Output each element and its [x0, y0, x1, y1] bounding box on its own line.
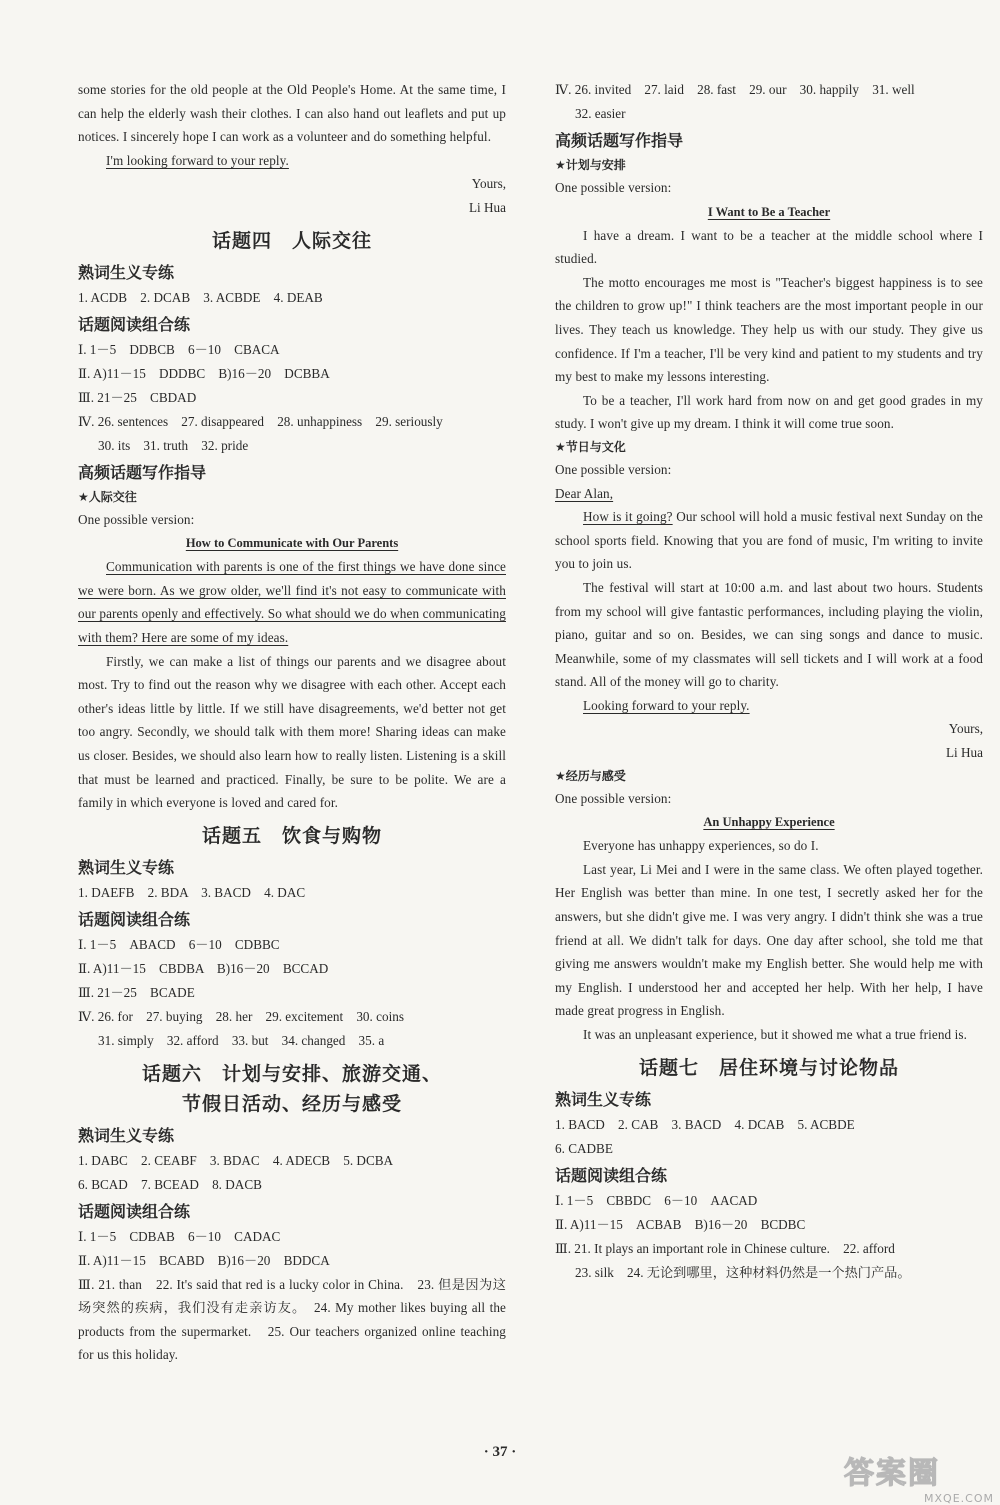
topic-4-heading: 话题四 人际交往 [211, 229, 372, 252]
t5-reading-heading: 话题阅读组合练 [78, 909, 191, 929]
t6-reading-1: Ⅰ. 1－5 CDBAB 6－10 CADAC [78, 1228, 281, 1244]
t7-reading-3: Ⅲ. 21. It plays an important role in Chinese culture. 22. afford [555, 1240, 895, 1256]
signature-name-2: Li Hua [946, 745, 983, 761]
topic-6-heading-line-2: 节假日活动、经历与感受 [181, 1092, 402, 1115]
t4-reading-1: Ⅰ. 1－5 DDBCB 6－10 CBACA [78, 341, 280, 357]
version-label-2: One possible version: [555, 461, 672, 477]
watermark-zh: 答案圈 [844, 1456, 940, 1491]
topic-5-heading: 话题五 饮食与购物 [201, 824, 382, 847]
t4-version-label: One possible version: [78, 511, 195, 527]
topic-7-heading: 话题七 居住环境与讨论物品 [638, 1056, 899, 1079]
teacher-para-1: I have a dream. I want to be a teacher at the middle school where I studied. [555, 227, 983, 267]
letter-closing-line: I'm looking forward to your reply. [106, 152, 289, 168]
letter-salutation: Dear Alan, [555, 485, 614, 501]
essay-title-experience: An Unhappy Experience [703, 815, 835, 830]
t4-reading-4: Ⅳ. 26. sentences 27. disappeared 28. unhappiness 29. seriously [78, 413, 443, 429]
t4-writing-heading: 高频话题写作指导 [78, 462, 207, 482]
watermark-logo [844, 1448, 994, 1505]
signature-yours-2: Yours, [948, 721, 983, 737]
festival-para-1-text: Our school will hold a music festival next Sunday on the school sports field. Knowing that you are fond of music, I'm writing to invite you to join us. [555, 509, 983, 572]
version-label-3: One possible version: [555, 790, 672, 806]
t5-vocab-heading: 熟词生义专练 [78, 857, 175, 877]
t6-reading-2: Ⅱ. A)11－15 BCABD B)16－20 BDDCA [78, 1252, 330, 1268]
t4-essay-title: How to Communicate with Our Parents [185, 536, 399, 551]
t5-reading-2: Ⅱ. A)11－15 CBDBA B)16－20 BCCAD [78, 960, 329, 976]
teacher-para-3: To be a teacher, I'll work hard from now on and get good grades in my study. I won't give up my dream. I think it will come true soon. [555, 392, 983, 432]
page-number: · 37 · [483, 1444, 517, 1460]
t4-essay-para-1: Communication with parents is one of the first things we have done since we were born. As we grow older, we'll find it's not easy to communicate with our parents openly and effectively. So what should we do when communicating with them? Here are some of my ideas. [78, 559, 506, 645]
teacher-para-2: The motto encourages me most is "Teacher's biggest happiness is to see the children to grow up!" I think teachers are the most important people in our lives. They teach us knowledge. They help us with our study. They give us confidence. If I'm a teacher, I'll be very kind and patient to my students and try my best to make my lessons interesting. [555, 274, 983, 385]
festival-para-1 [555, 505, 983, 576]
t4-reading-5: 30. its 31. truth 32. pride [98, 437, 249, 453]
t7-vocab-answers-2: 6. CADBE [555, 1140, 613, 1156]
t4-vocab-answers: 1. ACDB 2. DCAB 3. ACBDE 4. DEAB [78, 289, 323, 305]
t4-essay-para-2: Firstly, we can make a list of things our parents and we disagree about most. Try to find out the reason why we disagree with each other. Accept each other's ideas little by little. If we still have disagreements, we'd better not get too angry. Secondly, we should talk with them more! Sharing ideas can make us closer. Besides, we should also learn how to really listen. Listening is a skill that must be learned and practiced. Finally, be sure to be polite. We are a family in which everyone is loved and cared for. [78, 653, 506, 811]
t6-reading-heading: 话题阅读组合练 [78, 1201, 191, 1221]
t5-reading-4: Ⅳ. 26. for 27. buying 28. her 29. excitement 30. coins [78, 1008, 404, 1024]
signature-yours: Yours, [471, 176, 506, 192]
experience-para-3: It was an unpleasant experience, but it showed me what a true friend is. [583, 1027, 968, 1042]
version-label-1: One possible version: [555, 180, 672, 195]
t4-reading-heading: 话题阅读组合练 [78, 314, 191, 334]
t7-reading-2: Ⅱ. A)11－15 ACBAB B)16－20 BCDBC [555, 1216, 806, 1232]
t5-reading-3: Ⅲ. 21－25 BCADE [78, 984, 195, 1000]
t5-reading-5: 31. simply 32. afford 33. but 34. changed 35. a [98, 1032, 385, 1048]
star-festival-label: ★节日与文化 [555, 439, 626, 454]
r-iv-answers-2: 32. easier [575, 106, 626, 121]
t7-vocab-heading: 熟词生义专练 [555, 1089, 652, 1109]
t4-reading-2: Ⅱ. A)11－15 DDDBC B)16－20 DCBBA [78, 365, 330, 381]
festival-closing: Looking forward to your reply. [583, 697, 750, 713]
t6-vocab-heading: 熟词生义专练 [78, 1125, 175, 1145]
signature-name: Li Hua [469, 199, 506, 215]
essay-title-teacher: I Want to Be a Teacher [707, 204, 831, 219]
t7-reading-1: Ⅰ. 1－5 CBBDC 6－10 AACAD [555, 1192, 758, 1208]
t6-vocab-answers-1: 1. DABC 2. CEABF 3. BDAC 4. ADECB 5. DCBA [78, 1152, 394, 1168]
topic-6-heading-line-1: 话题六 计划与安排、旅游交通、 [141, 1062, 442, 1085]
t5-reading-1: Ⅰ. 1－5 ABACD 6－10 CDBBC [78, 936, 280, 952]
writing-guide-heading: 高频话题写作指导 [555, 131, 684, 150]
t7-reading-heading: 话题阅读组合练 [555, 1165, 668, 1185]
t7-vocab-answers-1: 1. BACD 2. CAB 3. BACD 4. DCAB 5. ACBDE [555, 1116, 855, 1132]
letter-continuation: some stories for the old people at the Old People's Home. At the same time, I can help the elderly wash their clothes. I can also hand out leaflets and put up notices. I sincerely hope I can work as a volunteer and do something helpful. [78, 82, 506, 145]
festival-para-2: The festival will start at 10:00 a.m. and last about two hours. Students from my school will give fantastic performances, including playing the violin, piano, guitar and so on. Besides, we can sing songs and dance to music. Meanwhile, some of my classmates will sell tickets and I will work at a food stand. All of the money will go to charity. [555, 579, 983, 690]
star-plan-label: ★计划与安排 [555, 158, 626, 172]
r-iv-answers-1: Ⅳ. 26. invited 27. laid 28. fast 29. our 30. happily 31. well [555, 82, 915, 97]
t5-vocab-answers: 1. DAEFB 2. BDA 3. BACD 4. DAC [78, 884, 306, 900]
experience-para-2: Last year, Li Mei and I were in the same class. We often played together. Her English was better than mine. In one test, I secretly asked her for the answers, but she didn't give me. I was very angry. I didn't think she was a true friend at all. We didn't talk for days. One day after school, she told me that giving me answers wouldn't make my English better. She would help me with my English. I understood her and accepted her help. With her help, I have made great progress in English. [555, 861, 983, 1019]
t4-star-label: ★人际交往 [78, 489, 137, 504]
star-experience-label: ★经历与感受 [555, 768, 626, 783]
t4-vocab-heading: 熟词生义专练 [78, 262, 175, 282]
t6-reading-3: Ⅲ. 21. than 22. It's said that red is a lucky color in China. 23. 但是因为这场突然的疾病，我们没有走亲访友。 24. My mother likes buying all the products from the supermarket. 25. Our teachers organized online teaching for us this holiday. [78, 1276, 506, 1363]
experience-para-1: Everyone has unhappy experiences, so do I. [583, 838, 819, 854]
t6-vocab-answers-2: 6. BCAD 7. BCEAD 8. DACB [78, 1176, 262, 1192]
t7-reading-4: 23. silk 24. 无论到哪里，这种材料仍然是一个热门产品。 [575, 1264, 911, 1280]
t4-reading-3: Ⅲ. 21－25 CBDAD [78, 389, 197, 405]
watermark-url: MXQE.COM [924, 1492, 994, 1505]
left-column [78, 78, 506, 1367]
right-column [555, 78, 983, 1285]
festival-opening: How is it going? [583, 509, 673, 525]
